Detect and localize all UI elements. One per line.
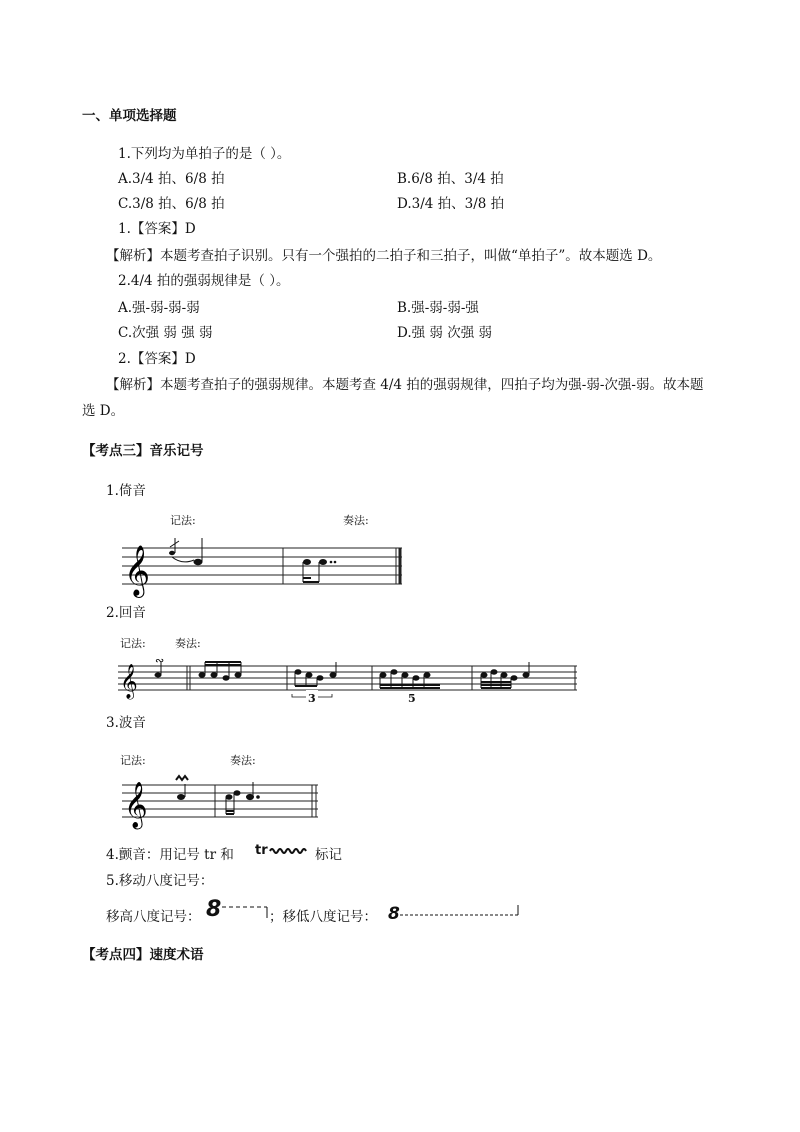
octave-down-icon: 8 [388,904,400,924]
item-trill-suffix: 标记 [315,847,342,863]
performance-label: 奏法: [175,637,201,650]
q2-answer: 2.【答案】D [118,351,196,367]
staff-mordent [0,770,800,840]
item-turn: 2.回音 [106,605,146,621]
tuplet-5: 5 [408,692,416,705]
octave-up-label: 移高八度记号： [106,909,201,925]
notation-label: 记法: [170,514,196,527]
q2-option-a: A.强-弱-弱-弱 [118,300,200,316]
q2-analysis-line1: 【解析】本题考查拍子的强弱规律。本题考查 4/4 拍的强弱规律，四拍子均为强-弱-次强-弱。故本题 [106,377,704,393]
trill-wave-icon [270,845,310,855]
staff-turn [0,648,800,708]
section-heading: 一、单项选择题 [82,108,177,124]
q2-option-c: C.次强 弱 强 弱 [118,325,213,341]
q1-analysis: 【解析】本题考查拍子识别。只有一个强拍的二拍子和三拍子，叫做“单拍子”。故本题选 D。 [106,248,662,264]
q1-option-b: B.6/8 拍、3/4 拍 [397,171,504,187]
item-appoggiatura: 1.倚音 [106,483,146,499]
treble-clef-icon: 𝄞 [120,664,138,699]
mordent-icon [176,776,188,780]
kp4-heading: 【考点四】速度术语 [82,947,204,963]
treble-clef-icon: 𝄞 [124,782,148,828]
q2-analysis-line2: 选 D。 [82,403,125,419]
q1-option-c: C.3/8 拍、6/8 拍 [118,196,225,212]
treble-clef-icon: 𝄞 [124,545,151,596]
q2-option-d: D.强 弱 次强 弱 [397,325,493,341]
q1-option-d: D.3/4 拍、3/8 拍 [397,196,505,212]
question-2: 2.4/4 拍的强弱规律是（ ）。 [118,273,290,289]
notation-label: 记法: [120,754,146,767]
q1-answer: 1.【答案】D [118,221,196,237]
tuplet-3: 3 [306,690,318,708]
octave-down-line [400,903,530,923]
octave-separator: ；移低八度记号： [269,909,377,925]
staff-appoggiatura [0,530,800,610]
q1-option-a: A.3/4 拍、6/8 拍 [118,171,225,187]
notation-label: 记法: [120,637,146,650]
item-trill-prefix: 4.颤音：用记号 tr 和 [106,847,234,863]
item-mordent: 3.波音 [106,715,146,731]
q2-option-b: B.强-弱-弱-强 [397,300,479,316]
performance-label: 奏法: [230,754,256,767]
performance-label: 奏法: [343,514,369,527]
turn-icon: ∾ [155,654,165,667]
item-octave: 5.移动八度记号： [106,873,214,889]
question-1: 1.下列均为单拍子的是（ ）。 [118,146,291,162]
kp3-heading: 【考点三】音乐记号 [82,443,204,459]
trill-icon: tr [255,843,268,858]
octave-up-icon: 8 [206,897,222,922]
